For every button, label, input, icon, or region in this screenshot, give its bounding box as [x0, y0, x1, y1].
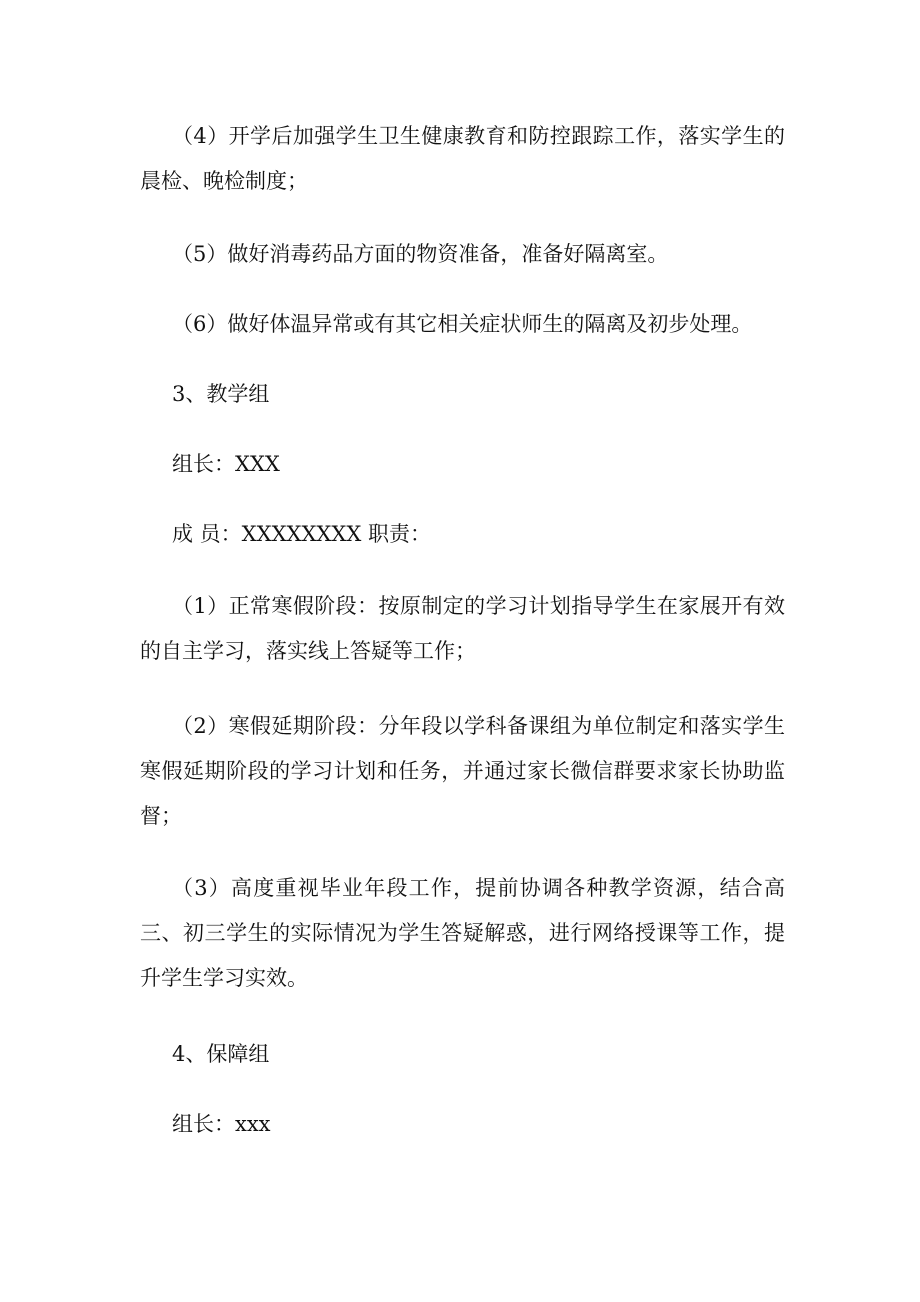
- teaching-group-leader: 组长：XXX: [172, 452, 280, 476]
- teaching-group-members: 成 员：XXXXXXXX 职责：: [172, 522, 431, 546]
- paragraph-item-3-graduating-grades: （3）高度重视毕业年段工作，提前协调各种教学资源，结合高三、初三学生的实际情况为学生答疑解惑，进行网络授课等工作，提升学生学习实效。: [140, 876, 785, 990]
- paragraph-item-5-supplies: （5）做好消毒药品方面的物资准备，准备好隔离室。: [172, 242, 669, 266]
- paragraph-item-1-normal-break: （1）正常寒假阶段：按原制定的学习计划指导学生在家展开有效的自主学习，落实线上答疑等工作；: [140, 594, 785, 663]
- paragraph-item-4-hygiene: （4）开学后加强学生卫生健康教育和防控跟踪工作，落实学生的晨检、晚检制度；: [140, 124, 785, 193]
- section-heading-teaching-group: 3、教学组: [172, 382, 270, 406]
- support-group-leader: 组长：xxx: [172, 1112, 271, 1136]
- paragraph-item-2-extended-break: （2）寒假延期阶段：分年段以学科备课组为单位制定和落实学生寒假延期阶段的学习计划和任务，并通过家长微信群要求家长协助监督；: [140, 714, 785, 828]
- section-heading-support-group: 4、保障组: [172, 1042, 270, 1066]
- paragraph-item-6-isolation: （6）做好体温异常或有其它相关症状师生的隔离及初步处理。: [172, 312, 753, 336]
